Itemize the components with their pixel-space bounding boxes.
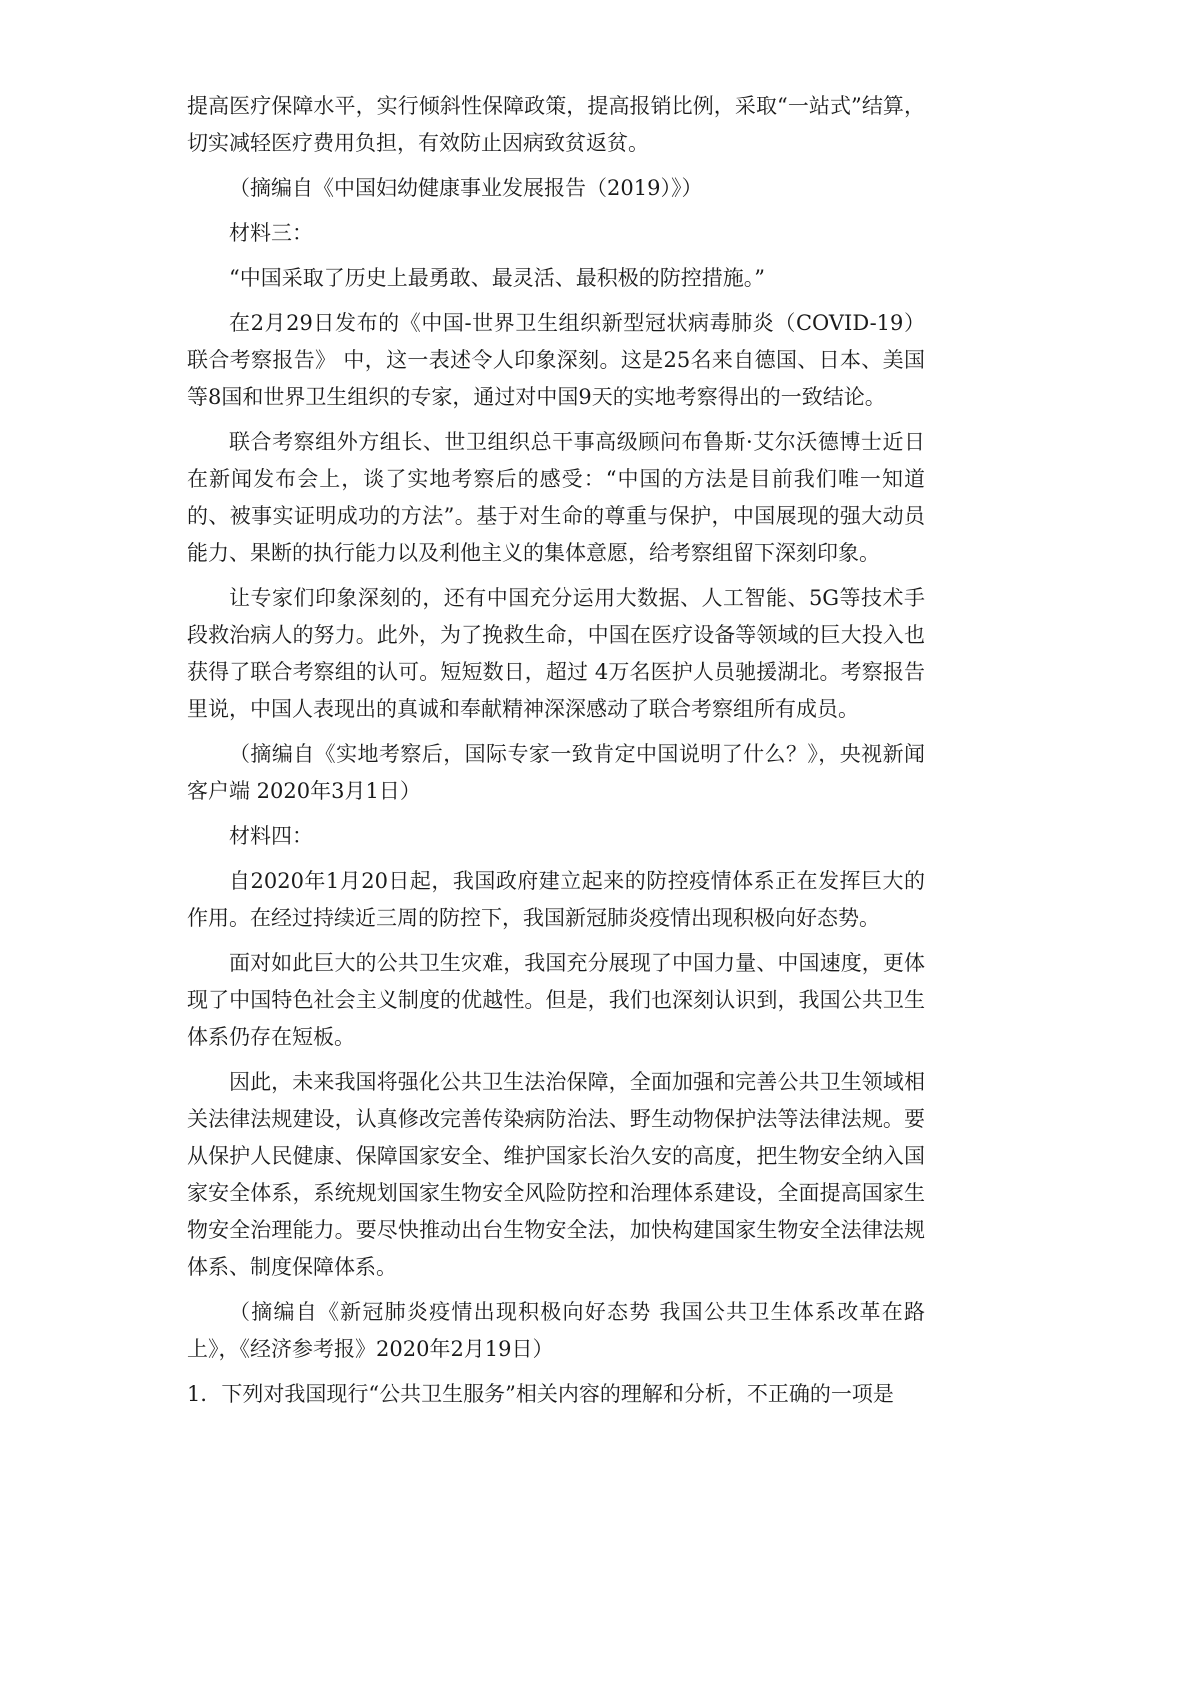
- body-paragraph: 联合考察组外方组长、世卫组织总干事高级顾问布鲁斯·艾尔沃德博士近日在新闻发布会上，谈了实地考察后的感受：“中国的方法是目前我们唯一知道的、被事实证明成功的方法”。基于对生命的尊重与保护，中国展现的强大动员能力、果断的执行能力以及利他主义的集体意愿，给考察组留下深刻印象。: [187, 430, 925, 565]
- source-citation: （摘编自《实地考察后，国际专家一致肯定中国说明了什么？》，央视新闻客户端 2020年3月1日）: [187, 742, 925, 803]
- body-paragraph: 让专家们印象深刻的，还有中国充分运用大数据、人工智能、5G等技术手段救治病人的努力。此外，为了挽救生命，中国在医疗设备等领域的巨大投入也获得了联合考察组的认可。短短数日，超过 4万名医护人员驰援湖北。考察报告里说，中国人表现出的真诚和奉献精神深深感动了联合考察组所有成员。: [187, 586, 925, 721]
- paragraph-continuation: 提高医疗保障水平，实行倾斜性保障政策，提高报销比例，采取“一站式”结算，切实减轻医疗费用负担，有效防止因病致贫返贫。: [187, 94, 925, 155]
- body-paragraph: 面对如此巨大的公共卫生灾难，我国充分展现了中国力量、中国速度，更体现了中国特色社会主义制度的优越性。但是，我们也深刻认识到，我国公共卫生体系仍存在短板。: [187, 951, 925, 1049]
- source-citation: （摘编自《中国妇幼健康事业发展报告（2019）》）: [229, 176, 703, 200]
- body-paragraph: 自2020年1月20日起，我国政府建立起来的防控疫情体系正在发挥巨大的作用。在经过持续近三周的防控下，我国新冠肺炎疫情出现积极向好态势。: [187, 869, 925, 930]
- material-heading: 材料四：: [229, 824, 313, 848]
- document-body: [187, 88, 925, 1421]
- body-paragraph: 在2月29日发布的《中国-世界卫生组织新型冠状病毒肺炎（COVID-19）联合考察报告》 中，这一表述令人印象深刻。这是25名来自德国、日本、美国等8国和世界卫生组织的专家，通过对中国9天的实地考察得出的一致结论。: [187, 311, 925, 409]
- material-heading: 材料三：: [229, 221, 313, 245]
- body-paragraph: 因此，未来我国将强化公共卫生法治保障，全面加强和完善公共卫生领域相关法律法规建设，认真修改完善传染病防治法、野生动物保护法等法律法规。要从保护人民健康、保障国家安全、维护国家长治久安的高度，把生物安全纳入国家安全体系，系统规划国家生物安全风险防控和治理体系建设，全面提高国家生物安全治理能力。要尽快推动出台生物安全法，加快构建国家生物安全法律法规体系、制度保障体系。: [187, 1070, 925, 1279]
- source-citation: （摘编自《新冠肺炎疫情出现积极向好态势 我国公共卫生体系改革在路上》，《经济参考报》2020年2月19日）: [187, 1300, 925, 1361]
- question-stem: 1．下列对我国现行“公共卫生服务”相关内容的理解和分析，不正确的一项是: [187, 1382, 894, 1406]
- quote-paragraph: “中国采取了历史上最勇敢、最灵活、最积极的防控措施。”: [229, 266, 765, 290]
